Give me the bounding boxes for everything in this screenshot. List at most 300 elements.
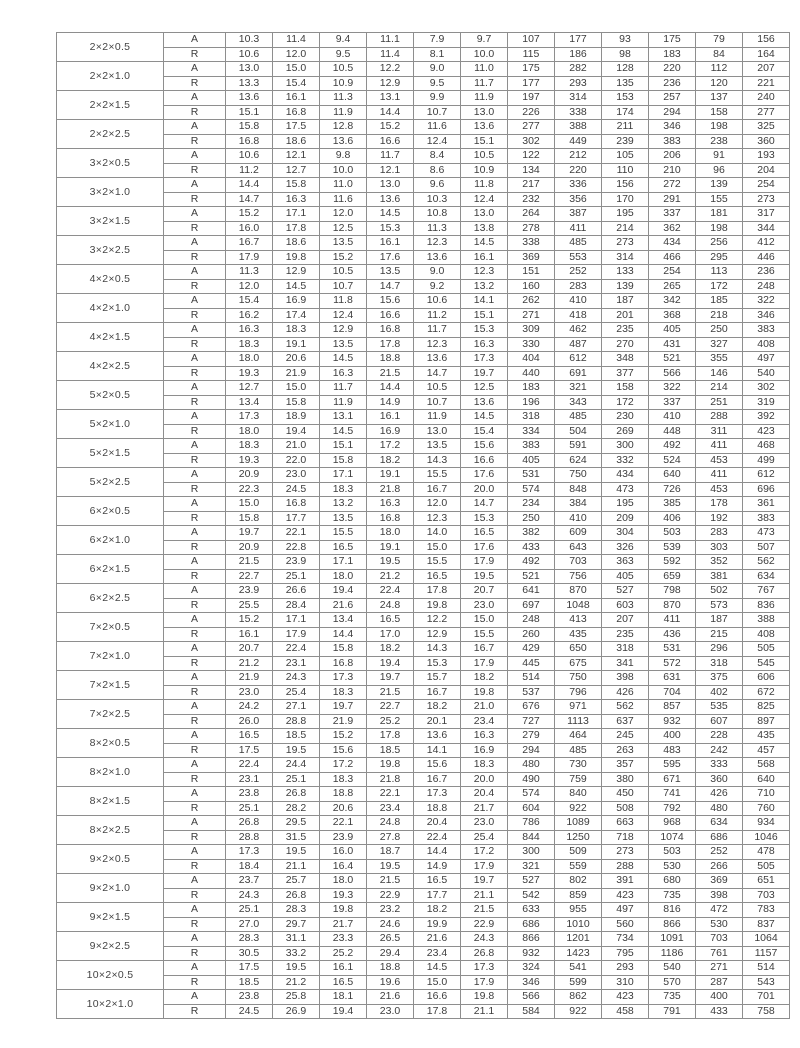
value-cell: 11.4 — [367, 47, 414, 62]
value-cell: 932 — [508, 946, 555, 961]
value-cell: 10.5 — [320, 265, 367, 280]
value-cell: 17.1 — [320, 555, 367, 570]
value-cell: 17.3 — [461, 961, 508, 976]
value-cell: 322 — [649, 381, 696, 396]
value-cell: 234 — [508, 497, 555, 512]
value-cell: 791 — [649, 1004, 696, 1019]
value-cell: 25.1 — [226, 903, 273, 918]
value-cell: 502 — [696, 584, 743, 599]
value-cell: 17.3 — [461, 352, 508, 367]
value-cell: 12.4 — [414, 134, 461, 149]
value-cell: 17.3 — [320, 671, 367, 686]
value-cell: 16.5 — [461, 526, 508, 541]
value-cell: 792 — [649, 801, 696, 816]
value-cell: 530 — [649, 859, 696, 874]
value-cell: 15.2 — [226, 207, 273, 222]
value-cell: 17.3 — [226, 845, 273, 860]
row-type-cell: R — [164, 627, 226, 642]
value-cell: 505 — [743, 859, 790, 874]
table-row — [57, 91, 790, 106]
value-cell: 19.8 — [367, 758, 414, 773]
value-cell: 19.4 — [273, 424, 320, 439]
value-cell: 19.5 — [367, 859, 414, 874]
value-cell: 15.8 — [320, 453, 367, 468]
value-cell: 363 — [602, 555, 649, 570]
value-cell: 1250 — [555, 830, 602, 845]
value-cell: 262 — [508, 294, 555, 309]
table-row — [57, 685, 790, 700]
value-cell: 15.2 — [320, 729, 367, 744]
value-cell: 539 — [649, 540, 696, 555]
value-cell: 270 — [602, 337, 649, 352]
value-cell: 651 — [743, 874, 790, 889]
size-label-cell: 10×2×1.0 — [57, 990, 164, 1019]
value-cell: 375 — [696, 671, 743, 686]
size-label-cell: 2×2×1.0 — [57, 62, 164, 91]
size-label-cell: 2×2×0.5 — [57, 33, 164, 62]
table-row — [57, 207, 790, 222]
value-cell: 527 — [602, 584, 649, 599]
value-cell: 23.0 — [461, 816, 508, 831]
value-cell: 151 — [508, 265, 555, 280]
value-cell: 29.7 — [273, 917, 320, 932]
value-cell: 23.0 — [226, 685, 273, 700]
table-row — [57, 627, 790, 642]
value-cell: 392 — [743, 410, 790, 425]
value-cell: 321 — [555, 381, 602, 396]
row-type-cell: R — [164, 250, 226, 265]
value-cell: 13.5 — [320, 337, 367, 352]
value-cell: 21.6 — [367, 990, 414, 1005]
value-cell: 19.7 — [461, 366, 508, 381]
value-cell: 23.9 — [320, 830, 367, 845]
size-label-cell: 8×2×1.0 — [57, 758, 164, 787]
value-cell: 18.2 — [461, 671, 508, 686]
value-cell: 137 — [696, 91, 743, 106]
value-cell: 195 — [602, 497, 649, 512]
value-cell: 15.2 — [226, 613, 273, 628]
value-cell: 16.1 — [273, 91, 320, 106]
value-cell: 226 — [508, 105, 555, 120]
table-row — [57, 250, 790, 265]
value-cell: 537 — [508, 685, 555, 700]
value-cell: 20.6 — [273, 352, 320, 367]
value-cell: 18.3 — [320, 482, 367, 497]
row-type-cell: R — [164, 192, 226, 207]
value-cell: 15.8 — [226, 511, 273, 526]
value-cell: 310 — [602, 975, 649, 990]
value-cell: 12.7 — [226, 381, 273, 396]
value-cell: 192 — [696, 511, 743, 526]
value-cell: 20.7 — [226, 642, 273, 657]
value-cell: 16.8 — [320, 656, 367, 671]
value-cell: 337 — [649, 207, 696, 222]
value-cell: 13.4 — [226, 395, 273, 410]
table-row — [57, 308, 790, 323]
value-cell: 22.3 — [226, 482, 273, 497]
value-cell: 139 — [602, 279, 649, 294]
value-cell: 25.1 — [273, 569, 320, 584]
value-cell: 25.7 — [273, 874, 320, 889]
value-cell: 20.6 — [320, 801, 367, 816]
value-cell: 795 — [602, 946, 649, 961]
value-cell: 14.1 — [414, 743, 461, 758]
value-cell: 296 — [696, 642, 743, 657]
value-cell: 228 — [696, 729, 743, 744]
value-cell: 18.3 — [226, 337, 273, 352]
value-cell: 22.4 — [226, 758, 273, 773]
value-cell: 16.0 — [320, 845, 367, 860]
table-row — [57, 410, 790, 425]
value-cell: 13.1 — [320, 410, 367, 425]
value-cell: 19.5 — [461, 569, 508, 584]
value-cell: 21.5 — [367, 874, 414, 889]
row-type-cell: A — [164, 468, 226, 483]
row-type-cell: A — [164, 323, 226, 338]
value-cell: 483 — [649, 743, 696, 758]
value-cell: 607 — [696, 714, 743, 729]
value-cell: 17.2 — [461, 845, 508, 860]
value-cell: 18.2 — [414, 903, 461, 918]
value-cell: 435 — [743, 729, 790, 744]
value-cell: 93 — [602, 33, 649, 48]
value-cell: 362 — [649, 221, 696, 236]
value-cell: 17.9 — [461, 859, 508, 874]
value-cell: 17.8 — [273, 221, 320, 236]
row-type-cell: R — [164, 598, 226, 613]
value-cell: 12.0 — [273, 47, 320, 62]
value-cell: 20.4 — [461, 787, 508, 802]
value-cell: 248 — [508, 613, 555, 628]
row-type-cell: R — [164, 453, 226, 468]
value-cell: 870 — [649, 598, 696, 613]
value-cell: 825 — [743, 700, 790, 715]
value-cell: 604 — [508, 801, 555, 816]
row-type-cell: A — [164, 91, 226, 106]
value-cell: 16.1 — [367, 410, 414, 425]
value-cell: 503 — [649, 845, 696, 860]
value-cell: 13.6 — [461, 395, 508, 410]
value-cell: 15.1 — [461, 308, 508, 323]
row-type-cell: A — [164, 294, 226, 309]
value-cell: 17.2 — [320, 758, 367, 773]
value-cell: 28.4 — [273, 598, 320, 613]
value-cell: 368 — [649, 308, 696, 323]
table-row — [57, 917, 790, 932]
value-cell: 128 — [602, 62, 649, 77]
value-cell: 802 — [555, 874, 602, 889]
value-cell: 17.7 — [273, 511, 320, 526]
value-cell: 314 — [602, 250, 649, 265]
size-label-cell: 4×2×2.5 — [57, 352, 164, 381]
row-type-cell: R — [164, 656, 226, 671]
value-cell: 122 — [508, 149, 555, 164]
value-cell: 23.1 — [273, 656, 320, 671]
value-cell: 758 — [743, 1004, 790, 1019]
value-cell: 214 — [696, 381, 743, 396]
row-type-cell: R — [164, 685, 226, 700]
value-cell: 18.0 — [226, 424, 273, 439]
value-cell: 21.1 — [461, 1004, 508, 1019]
size-label-cell: 3×2×2.5 — [57, 236, 164, 265]
value-cell: 783 — [743, 903, 790, 918]
value-cell: 16.8 — [273, 105, 320, 120]
value-cell: 796 — [555, 685, 602, 700]
value-cell: 11.1 — [367, 33, 414, 48]
table-row — [57, 511, 790, 526]
value-cell: 269 — [602, 424, 649, 439]
value-cell: 767 — [743, 584, 790, 599]
value-cell: 14.4 — [320, 627, 367, 642]
value-cell: 311 — [696, 424, 743, 439]
value-cell: 14.5 — [367, 207, 414, 222]
value-cell: 12.3 — [414, 236, 461, 251]
value-cell: 16.3 — [273, 192, 320, 207]
value-cell: 319 — [743, 395, 790, 410]
value-cell: 197 — [508, 91, 555, 106]
value-cell: 584 — [508, 1004, 555, 1019]
value-cell: 380 — [602, 772, 649, 787]
table-row — [57, 714, 790, 729]
value-cell: 704 — [649, 685, 696, 700]
value-cell: 17.9 — [226, 250, 273, 265]
value-cell: 254 — [649, 265, 696, 280]
size-label-cell: 7×2×0.5 — [57, 613, 164, 642]
value-cell: 14.4 — [367, 381, 414, 396]
value-cell: 21.5 — [367, 366, 414, 381]
value-cell: 105 — [602, 149, 649, 164]
table-row — [57, 468, 790, 483]
value-cell: 23.8 — [226, 990, 273, 1005]
value-cell: 19.3 — [226, 366, 273, 381]
value-cell: 383 — [649, 134, 696, 149]
value-cell: 19.4 — [320, 584, 367, 599]
value-cell: 402 — [696, 685, 743, 700]
value-cell: 22.7 — [226, 569, 273, 584]
value-cell: 19.7 — [367, 671, 414, 686]
value-cell: 18.8 — [320, 787, 367, 802]
value-cell: 759 — [555, 772, 602, 787]
row-type-cell: R — [164, 772, 226, 787]
value-cell: 15.1 — [320, 439, 367, 454]
value-cell: 450 — [602, 787, 649, 802]
value-cell: 15.8 — [320, 642, 367, 657]
table-row — [57, 279, 790, 294]
size-label-cell: 5×2×1.5 — [57, 439, 164, 468]
value-cell: 388 — [555, 120, 602, 135]
value-cell: 466 — [649, 250, 696, 265]
value-cell: 15.3 — [461, 511, 508, 526]
value-cell: 9.4 — [320, 33, 367, 48]
value-cell: 16.5 — [414, 874, 461, 889]
value-cell: 17.2 — [367, 439, 414, 454]
value-cell: 686 — [508, 917, 555, 932]
value-cell: 21.9 — [320, 714, 367, 729]
size-label-cell: 3×2×0.5 — [57, 149, 164, 178]
value-cell: 195 — [602, 207, 649, 222]
value-cell: 172 — [602, 395, 649, 410]
value-cell: 559 — [555, 859, 602, 874]
value-cell: 17.1 — [320, 468, 367, 483]
value-cell: 12.1 — [273, 149, 320, 164]
table-row — [57, 671, 790, 686]
value-cell: 19.5 — [273, 961, 320, 976]
row-type-cell: A — [164, 671, 226, 686]
value-cell: 10.8 — [414, 207, 461, 222]
value-cell: 217 — [508, 178, 555, 193]
value-cell: 17.6 — [461, 540, 508, 555]
value-cell: 14.5 — [461, 410, 508, 425]
value-cell: 14.1 — [461, 294, 508, 309]
dimension-table-body — [57, 33, 790, 1019]
value-cell: 570 — [649, 975, 696, 990]
value-cell: 288 — [696, 410, 743, 425]
value-cell: 13.4 — [320, 613, 367, 628]
value-cell: 96 — [696, 163, 743, 178]
row-type-cell: R — [164, 859, 226, 874]
value-cell: 279 — [508, 729, 555, 744]
value-cell: 21.7 — [461, 801, 508, 816]
value-cell: 18.5 — [226, 975, 273, 990]
value-cell: 21.9 — [273, 366, 320, 381]
value-cell: 19.8 — [273, 250, 320, 265]
value-cell: 9.0 — [414, 62, 461, 77]
table-row — [57, 395, 790, 410]
value-cell: 12.2 — [367, 62, 414, 77]
table-row — [57, 903, 790, 918]
value-cell: 23.1 — [226, 772, 273, 787]
value-cell: 504 — [555, 424, 602, 439]
value-cell: 15.2 — [367, 120, 414, 135]
value-cell: 14.9 — [367, 395, 414, 410]
value-cell: 20.1 — [414, 714, 461, 729]
value-cell: 14.5 — [320, 424, 367, 439]
value-cell: 250 — [508, 511, 555, 526]
value-cell: 215 — [696, 627, 743, 642]
value-cell: 33.2 — [273, 946, 320, 961]
value-cell: 282 — [555, 62, 602, 77]
value-cell: 22.0 — [273, 453, 320, 468]
value-cell: 1010 — [555, 917, 602, 932]
value-cell: 15.3 — [461, 323, 508, 338]
value-cell: 12.5 — [461, 381, 508, 396]
value-cell: 16.8 — [273, 497, 320, 512]
value-cell: 183 — [508, 381, 555, 396]
value-cell: 26.6 — [273, 584, 320, 599]
value-cell: 196 — [508, 395, 555, 410]
value-cell: 25.4 — [273, 685, 320, 700]
row-type-cell: R — [164, 888, 226, 903]
value-cell: 756 — [555, 569, 602, 584]
value-cell: 24.2 — [226, 700, 273, 715]
value-cell: 300 — [602, 439, 649, 454]
row-type-cell: A — [164, 207, 226, 222]
value-cell: 31.5 — [273, 830, 320, 845]
value-cell: 19.7 — [320, 700, 367, 715]
value-cell: 434 — [602, 468, 649, 483]
row-type-cell: A — [164, 816, 226, 831]
value-cell: 170 — [602, 192, 649, 207]
value-cell: 514 — [508, 671, 555, 686]
value-cell: 156 — [602, 178, 649, 193]
size-label-cell: 9×2×0.5 — [57, 845, 164, 874]
value-cell: 369 — [508, 250, 555, 265]
value-cell: 406 — [649, 511, 696, 526]
value-cell: 595 — [649, 758, 696, 773]
row-type-cell: A — [164, 729, 226, 744]
value-cell: 530 — [696, 917, 743, 932]
value-cell: 426 — [696, 787, 743, 802]
value-cell: 514 — [743, 961, 790, 976]
value-cell: 11.9 — [414, 410, 461, 425]
row-type-cell: A — [164, 613, 226, 628]
value-cell: 436 — [649, 627, 696, 642]
value-cell: 25.2 — [367, 714, 414, 729]
value-cell: 663 — [602, 816, 649, 831]
value-cell: 135 — [602, 76, 649, 91]
value-cell: 1074 — [649, 830, 696, 845]
value-cell: 535 — [696, 700, 743, 715]
value-cell: 181 — [696, 207, 743, 222]
value-cell: 164 — [743, 47, 790, 62]
size-label-cell: 5×2×0.5 — [57, 381, 164, 410]
value-cell: 294 — [649, 105, 696, 120]
value-cell: 17.6 — [461, 468, 508, 483]
value-cell: 294 — [508, 743, 555, 758]
value-cell: 8.4 — [414, 149, 461, 164]
value-cell: 10.3 — [414, 192, 461, 207]
value-cell: 23.0 — [461, 598, 508, 613]
value-cell: 357 — [602, 758, 649, 773]
value-cell: 18.0 — [320, 569, 367, 584]
value-cell: 198 — [696, 221, 743, 236]
value-cell: 497 — [743, 352, 790, 367]
value-cell: 866 — [508, 932, 555, 947]
value-cell: 671 — [649, 772, 696, 787]
value-cell: 175 — [508, 62, 555, 77]
value-cell: 606 — [743, 671, 790, 686]
value-cell: 236 — [649, 76, 696, 91]
value-cell: 15.2 — [320, 250, 367, 265]
value-cell: 338 — [555, 105, 602, 120]
value-cell: 710 — [743, 787, 790, 802]
value-cell: 25.2 — [320, 946, 367, 961]
value-cell: 449 — [555, 134, 602, 149]
value-cell: 10.6 — [414, 294, 461, 309]
value-cell: 19.8 — [320, 903, 367, 918]
value-cell: 23.2 — [367, 903, 414, 918]
size-label-cell: 5×2×2.5 — [57, 468, 164, 497]
value-cell: 631 — [649, 671, 696, 686]
value-cell: 18.3 — [226, 439, 273, 454]
value-cell: 1091 — [649, 932, 696, 947]
table-row — [57, 801, 790, 816]
value-cell: 348 — [602, 352, 649, 367]
row-type-cell: A — [164, 555, 226, 570]
value-cell: 16.6 — [414, 990, 461, 1005]
value-cell: 14.5 — [461, 236, 508, 251]
value-cell: 16.5 — [320, 975, 367, 990]
table-row — [57, 439, 790, 454]
value-cell: 266 — [696, 859, 743, 874]
row-type-cell: A — [164, 758, 226, 773]
value-cell: 303 — [696, 540, 743, 555]
value-cell: 18.8 — [367, 352, 414, 367]
value-cell: 672 — [743, 685, 790, 700]
value-cell: 12.4 — [320, 308, 367, 323]
row-type-cell: R — [164, 76, 226, 91]
value-cell: 1186 — [649, 946, 696, 961]
